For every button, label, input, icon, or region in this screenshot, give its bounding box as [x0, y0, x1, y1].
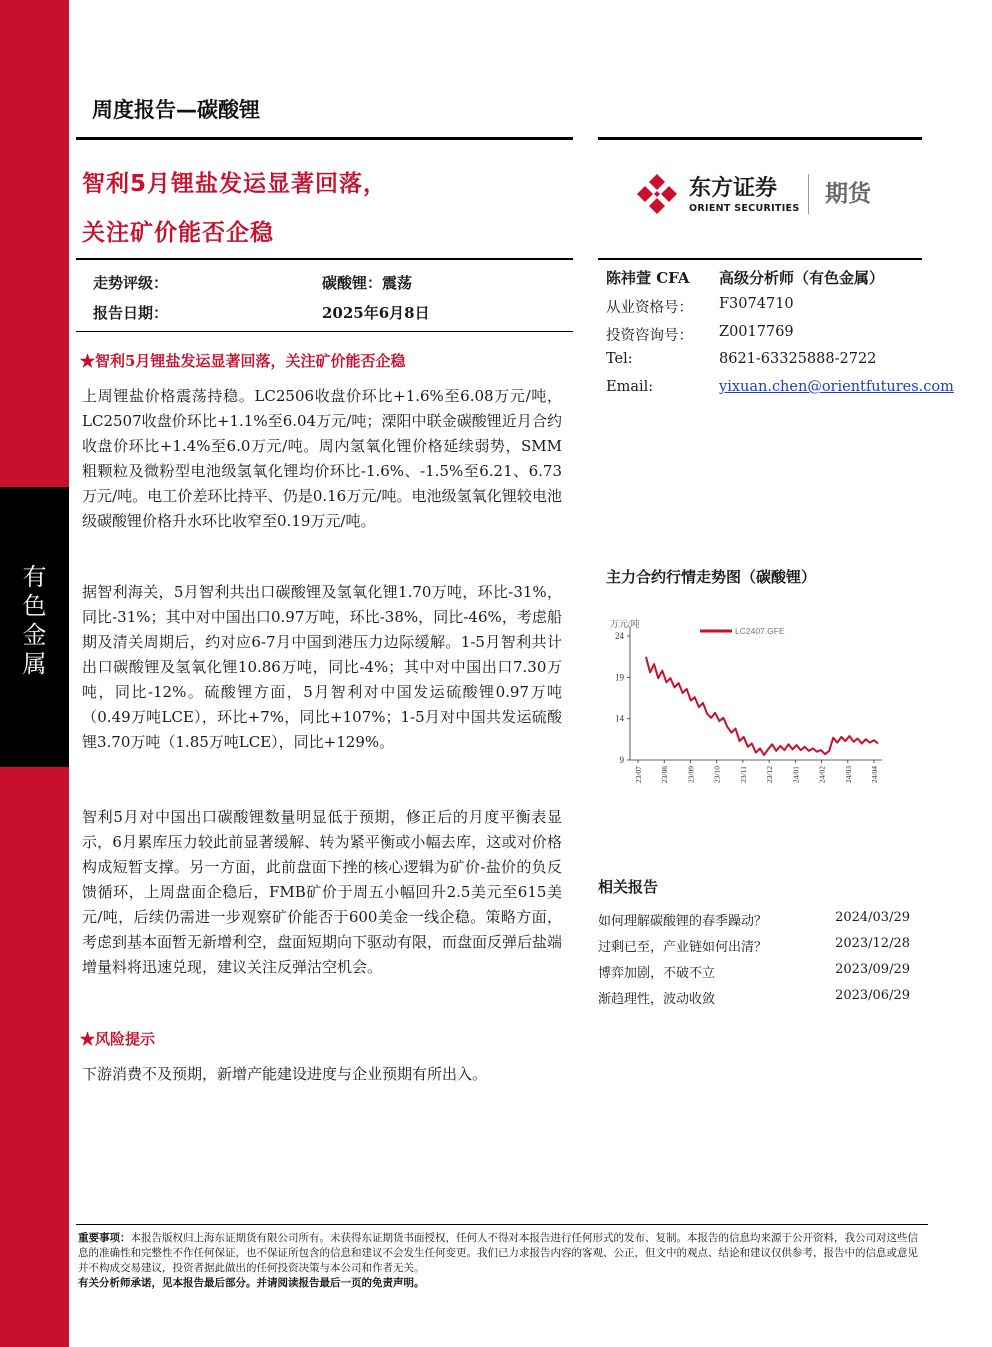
logo-name-cn: 东方证券 — [689, 176, 778, 201]
date-label: 报告日期： — [93, 304, 169, 322]
analyst-top-rule — [598, 258, 922, 260]
related-report-item[interactable] — [598, 988, 910, 1007]
analyst-row-label: 投资咨询号： — [606, 328, 693, 344]
section-title-risk: ★风险提示 — [80, 1030, 156, 1048]
related-report-date: 2024/03/29 — [835, 910, 910, 925]
logo-separator — [808, 174, 809, 214]
footer-notice-label: 重要事项： — [78, 1232, 131, 1244]
category-char: 色 — [22, 592, 47, 620]
x-tick-label: 23/12 — [765, 766, 775, 784]
body-paragraph: 智利5月对中国出口碳酸锂数量明显低于预期，修正后的月度平衡表显示，6月累库压力较此前显著缓解、转为紧平衡或小幅去库，这或对价格构成短暂支撑。另一方面，此前盘面下挫的核心逻辑为矿价-盐价的负反馈循环，上周盘面企稳后，FMB矿价于周五小幅回升2.5美元至615美元/吨，后续仍需进一步观察矿价能否于600美金一线企稳。策略方面，考虑到基本面暂无新增利空，盘面短期向下驱动有限，而盘面反弹后盐端增量料将迅速兑现，建议关注反弹沽空机会。 — [82, 808, 563, 976]
analyst-row-value: F3074710 — [719, 296, 794, 312]
related-reports-title: 相关报告 — [598, 878, 659, 896]
body-paragraph: 据智利海关，5月智利共出口碳酸锂及氢氧化锂1.70万吨，环比-31%，同比-31%；其中对中国出口0.97万吨，环比-38%，同比-46%，考虑船期及清关周期后，约对应6-7月中国到港压力边际缓解。1-5月智利共计出口碳酸锂及氢氧化锂10.86万吨，同比-4%；其中对中国出口7.30万吨，同比-12%。硫酸锂方面，5月智利对中国发运硫酸锂0.97万吨（0.49万吨LCE），环比+7%，同比+107%；1-5月对中国共发运硫酸锂3.70万吨（1.85万吨LCE），同比+129%。 — [82, 583, 562, 751]
company-logo — [635, 170, 885, 220]
related-report-title: 过剩已至，产业链如何出清？ — [598, 940, 768, 955]
y-tick-label: 24 — [615, 631, 624, 641]
x-tick-label: 23/11 — [738, 766, 748, 783]
chart-title: 主力合约行情走势图（碳酸锂） — [606, 568, 817, 586]
chart-unit-label: 万元/吨 — [610, 619, 640, 629]
rating-label: 走势评级： — [93, 274, 169, 292]
related-report-title: 博弈加剧，不破不立 — [598, 966, 716, 981]
category-label — [0, 563, 69, 679]
analyst-row — [606, 379, 954, 395]
analyst-row-value: Z0017769 — [719, 324, 794, 340]
analyst-row — [606, 324, 794, 345]
x-tick-label: 23/10 — [712, 766, 722, 784]
category-char: 属 — [22, 650, 47, 678]
x-tick-label: 24/04 — [870, 766, 879, 784]
category-char: 金 — [22, 621, 47, 649]
x-tick-label: 24/03 — [843, 766, 853, 784]
x-tick-label: 23/09 — [686, 766, 696, 784]
related-report-date: 2023/09/29 — [835, 962, 910, 977]
related-report-item[interactable] — [598, 910, 910, 929]
rating-value: 碳酸锂：震荡 — [322, 274, 413, 292]
orient-logo-icon — [635, 172, 679, 216]
report-title-line2: 关注矿价能否企稳 — [82, 220, 274, 246]
y-tick-label: 14 — [615, 713, 624, 724]
chart-series — [646, 657, 878, 755]
report-title-line1: 智利5月锂盐发运显著回落， — [82, 171, 388, 197]
related-report-item[interactable] — [598, 936, 910, 955]
analyst-row-label: Tel: — [606, 351, 633, 367]
analyst-name-row — [606, 267, 885, 288]
meta-bottom-rule — [76, 331, 573, 332]
analyst-email-link[interactable]: yixuan.chen@orientfutures.com — [719, 379, 954, 395]
date-value: 2025年6月8日 — [322, 304, 430, 322]
footer-rule — [76, 1224, 928, 1225]
x-tick-label: 23/08 — [660, 766, 670, 784]
x-tick-label: 23/07 — [634, 766, 643, 784]
report-type-header: 周度报告—碳酸锂 — [92, 98, 260, 122]
analyst-row-value: 8621-63325888-2722 — [719, 351, 877, 367]
body-paragraph: 下游消费不及预期，新增产能建设进度与企业预期有所出入。 — [82, 1065, 488, 1083]
x-tick-label: 24/01 — [791, 766, 801, 784]
footer-notice — [78, 1231, 928, 1291]
analyst-name: 陈祎萱 CFA — [606, 269, 690, 287]
analyst-row — [606, 351, 877, 367]
meta-top-rule — [76, 258, 573, 260]
related-report-title: 渐趋理性，波动收敛 — [598, 992, 716, 1007]
analyst-title: 高级分析师（有色金属） — [719, 269, 885, 287]
analyst-row-label: 从业资格号： — [606, 300, 693, 316]
related-report-item[interactable] — [598, 962, 910, 981]
price-chart — [596, 600, 896, 810]
related-report-date: 2023/12/28 — [835, 936, 910, 951]
logo-name-en: ORIENT SECURITIES — [689, 203, 800, 214]
related-report-title: 如何理解碳酸锂的春季躁动？ — [598, 914, 768, 929]
y-tick-label: 19 — [615, 672, 624, 683]
category-char: 有 — [22, 563, 47, 591]
section-title-summary: ★智利5月锂盐发运显著回落，关注矿价能否企稳 — [80, 352, 406, 370]
header-rule-right — [598, 137, 922, 140]
logo-division: 期货 — [825, 181, 871, 207]
analyst-row-label: Email: — [606, 379, 654, 395]
analyst-row — [606, 296, 794, 317]
x-tick-label: 24/02 — [817, 766, 827, 784]
body-paragraph: 上周锂盐价格震荡持稳。LC2506收盘价环比+1.6%至6.08万元/吨，LC2507收盘价环比+1.1%至6.04万元/吨；溧阳中联金碳酸锂近月合约收盘价环比+1.4%至6.0万元/吨。周内氢氧化锂价格延续弱势，SMM粗颗粒及微粉型电池级氢氧化锂均价环比-1.6%、-1.5%至6.21、6.73万元/吨。电工价差环比持平、仍是0.16万元/吨。电池级氢氧化锂较电池级碳酸锂价格升水环比收窄至0.19万元/吨。 — [82, 387, 562, 530]
series-line — [646, 657, 878, 755]
header-rule — [76, 137, 573, 140]
footer-disclaimer: 有关分析师承诺，见本报告最后部分。并请阅读报告最后一页的免责声明。 — [78, 1277, 425, 1289]
y-tick-label: 9 — [619, 755, 624, 765]
footer-notice-text: 本报告版权归上海东证期货有限公司所有。未获得东证期货书面授权，任何人不得对本报告进行任何形式的发布、复制。本报告的信息均来源于公开资料，我公司对这些信息的准确性和完整性不作任何保证，也不保证所包含的信息和建议不会发生任何变更。我们已力求报告内容的客观、公正，但文中的观点、结论和建议仅供参考，报告中的信息或意见并不构成交易建议，投资者据此做出的任何投资决策与本公司和作者无关。 — [78, 1232, 918, 1274]
legend-label: LC2407.GFE — [735, 626, 785, 636]
related-report-date: 2023/06/29 — [835, 988, 910, 1003]
